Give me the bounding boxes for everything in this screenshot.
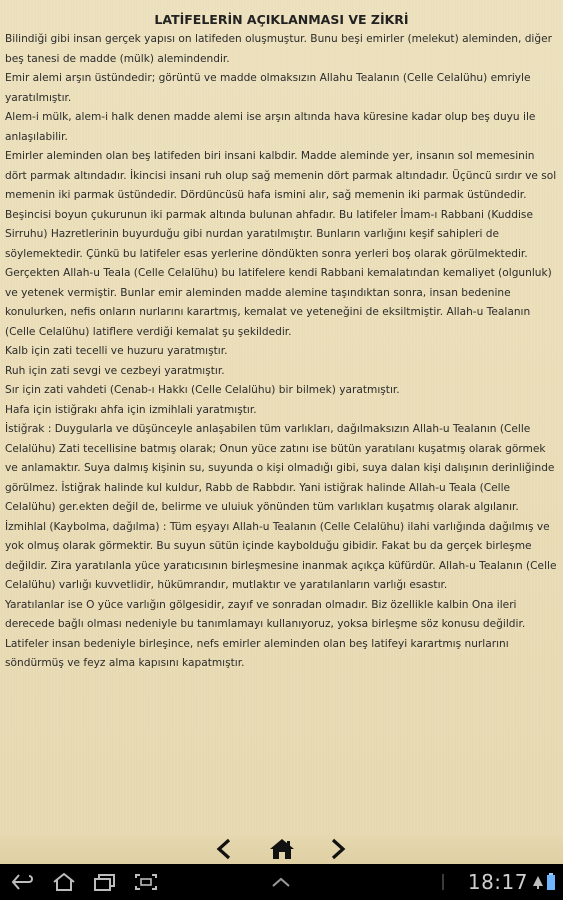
- paragraph: Latifeler insan bedeniyle birleşince, nefs emirler aleminden olan beş latifeyi karartmış nurlarını söndürmüş ve feyz alma kapısını kapatmıştır.: [5, 637, 509, 669]
- paragraph: Gerçekten Allah-u Teala (Celle Celalühu) bu latifelere kendi Rabbani kemalatından kemaliyet (olgunluk) ve yetenek vermiştir. Bunlar emir aleminden madde alemine taşındıktan sonra, insan bedenine konulurken, nefis onların nurlarını karartmış, kemalat ve yeteneğini de eksiltmiştir. Allah-u Tealanın (Celle Celalühu) latiflere verdiği kemalat şu şekildedir.: [5, 267, 552, 338]
- next-page-button[interactable]: [322, 836, 354, 862]
- battery-icon: [546, 873, 556, 891]
- paragraph: İzmihlal (Kaybolma, dağılma) : Tüm eşyayı Allah-u Tealanın (Celle Celalühu) ilahi varlığında dağılmış ve yok olmuş olarak görmektir. Bu suyun sütün içinde kaybolduğu gibidir. Fakat bu da gerçek birleşme değildir. Zira yaratılanla yüce yaratıcısının birleşmesine inanmak açıkça küfürdür. Allah-u Tealanın (Celle Celalühu) varlığı kuvvetlidir, hükümrandır, mutlaktır ve yaratılanların varlığı esastır.: [5, 520, 557, 591]
- home-icon: [269, 838, 295, 860]
- paragraph: Alem-i mülk, alem-i halk denen madde alemi ise arşın altında hava küresine kadar olup beş duyu ile anlaşılabilir.: [5, 111, 536, 143]
- page-title: LATİFELERİN AÇIKLANMASI VE ZİKRİ: [154, 12, 409, 27]
- screenshot-button[interactable]: [129, 870, 163, 894]
- chevron-left-icon: [215, 838, 233, 860]
- back-button[interactable]: [6, 870, 40, 894]
- chevron-up-icon: [268, 872, 294, 892]
- home-button[interactable]: [266, 836, 298, 862]
- home-icon: [51, 872, 77, 892]
- paragraph: İstiğrak : Duygularla ve düşünceyle anlaşabilen tüm varlıkları, dağılmaksızın Allah-u Tealanın (Celle Celalühu) Zati tecellisine batmış olarak; Onun yüce zatını ise bütün yaratılanı kuşatmış olarak görmek ve anlamaktır. Suya dalmış kişinin su, suyunda o kişi olmadığı gibi, suya dalan kişi dalışının derinliğinde görülmez. İstiğrak halinde kul kuldur, Rabb de Rabbdır. Yani istiğrak halinde Allah-u Teala (Celle Celalühu) ger.ekten değil de, belirme ve uluiuk yönünden tüm varlıkları kuşatmış olarak algılanır.: [5, 423, 555, 513]
- page-navigation: [0, 834, 563, 864]
- recent-apps-icon: [92, 872, 118, 892]
- back-icon: [10, 872, 36, 892]
- system-home-button[interactable]: [47, 870, 81, 894]
- separator: [442, 874, 444, 890]
- paragraph: Emirler aleminden olan beş latifeden biri insani kalbdir. Madde aleminde yer, insanın sol memesinin dört parmak altındadır. İkincisi insani ruh olup sağ memenin dört parmak altındadır. Üçüncü sırdır ve sol memenin iki parmak üstündedir. Dördüncüsü hafa ismini alır, sağ memenin iki parmak üstündedir. Beşincisi boyun çukurunun iki parmak altında bulunan ahfadır. Bu latifeler İmam-ı Rabbani (Kuddise Sirruhu) Hazretlerinin buyurduğu gibi nurdan yaratılmıştır. Bunların varlığını keşif sahipleri de söylemektedir. Çünkü bu latifeler esas yerlerine döndükten sonra yerleri boş olarak görülmektedir.: [5, 150, 557, 260]
- clock: 18:17: [467, 870, 528, 894]
- system-navigation-bar: [0, 864, 563, 900]
- expand-menu-button[interactable]: [264, 870, 298, 894]
- screenshot-icon: [133, 872, 159, 892]
- paragraph: Ruh için zati sevgi ve cezbeyi yaratmıştır.: [5, 364, 225, 377]
- paragraph: Hafa için istiğrakı ahfa için izmihlali yaratmıştır.: [5, 403, 257, 416]
- paragraph: Kalb için zati tecelli ve huzuru yaratmıştır.: [5, 345, 228, 357]
- paragraph: Sır için zati vahdeti (Cenab-ı Hakkı (Celle Celalühu) bir bilmek) yaratmıştır.: [5, 384, 400, 396]
- article-body: [0, 30, 563, 674]
- chevron-right-icon: [329, 838, 347, 860]
- paragraph: Emir alemi arşın üstündedir; görüntü ve madde olmaksızın Allahu Tealanın (Celle Celalühu) emriyle yaratılmıştır.: [5, 72, 531, 104]
- wifi-icon: [532, 874, 544, 890]
- paragraph: Bilindiği gibi insan gerçek yapısı on latifeden oluşmuştur. Bunu beşi emirler (melekut) aleminden, diğer beş tanesi de madde (mülk) alemindendir.: [5, 33, 552, 65]
- paragraph: Yaratılanlar ise O yüce varlığın gölgesidir, zayıf ve sonradan olmadır. Biz özellikle kalbin Ona ileri derecede bağlı olması nedeniyle bu tanımlamayı kullanıyoruz, yoksa birleşme söz konusu değildir.: [5, 598, 526, 630]
- recent-apps-button[interactable]: [88, 870, 122, 894]
- previous-page-button[interactable]: [208, 836, 240, 862]
